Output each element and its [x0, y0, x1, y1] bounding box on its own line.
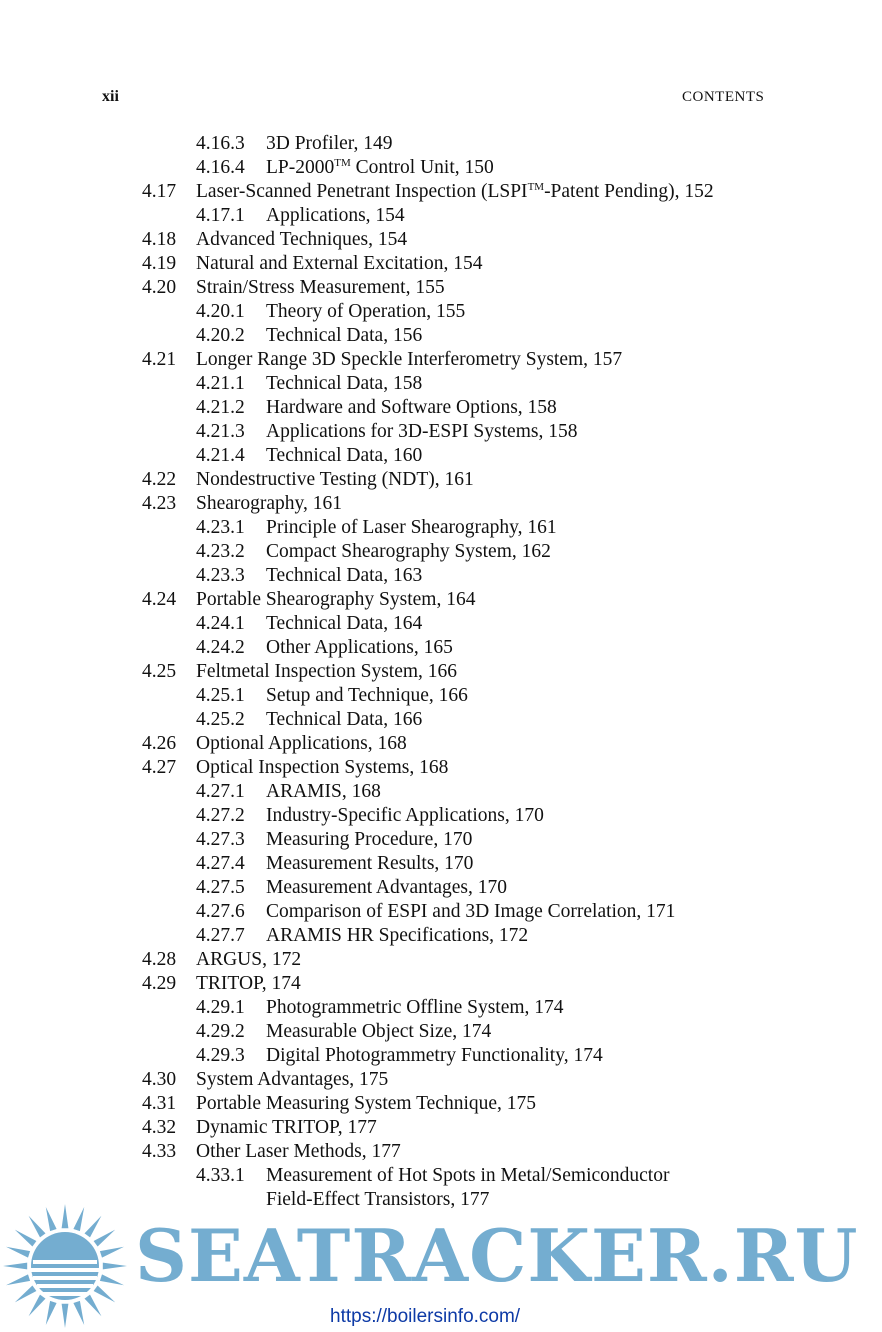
toc-entry-number: 4.23 — [142, 493, 177, 514]
toc-entry-number: 4.23.3 — [196, 565, 245, 586]
toc-entry-title: Comparison of ESPI and 3D Image Correlation, 171 — [266, 901, 676, 922]
sun-ray — [46, 1207, 57, 1231]
toc-entry-number: 4.26 — [142, 733, 177, 754]
watermark-url[interactable]: https://boilersinfo.com/ — [330, 1306, 521, 1327]
toc-entry — [0, 204, 882, 228]
toc-entry-number: 4.27.3 — [196, 829, 245, 850]
toc-entry-number: 4.16.3 — [196, 133, 245, 154]
toc-entry-number: 4.17.1 — [196, 205, 245, 226]
sun-logo-icon — [0, 1204, 130, 1328]
toc-entry — [0, 780, 882, 804]
toc-entry — [0, 1164, 882, 1188]
toc-entry-number: 4.32 — [142, 1117, 177, 1138]
running-head: CONTENTS — [682, 89, 765, 105]
toc-entry — [0, 1092, 882, 1116]
sun-ray — [6, 1247, 30, 1258]
toc-entry-title: Feltmetal Inspection System, 166 — [196, 661, 458, 682]
toc-entry-title: Measurable Object Size, 174 — [266, 1021, 492, 1042]
sun-ray — [46, 1301, 57, 1325]
toc-entry-number: 4.33 — [142, 1141, 177, 1162]
sun-ray — [62, 1204, 69, 1228]
toc-entry-title: Shearography, 161 — [196, 493, 343, 514]
toc-entry-title: Other Laser Methods, 177 — [196, 1141, 401, 1162]
toc-entry-number: 4.23.1 — [196, 517, 245, 538]
toc-entry-title: Field-Effect Transistors, 177 — [266, 1189, 490, 1210]
toc-entry — [0, 444, 882, 468]
toc-entry-title: Applications, 154 — [266, 205, 405, 226]
toc-entry-title: TRITOP, 174 — [196, 973, 301, 994]
toc-entry — [0, 828, 882, 852]
toc-entry-number: 4.29 — [142, 973, 177, 994]
watermark — [0, 1196, 882, 1332]
toc-entry-number: 4.27.5 — [196, 877, 245, 898]
toc-entry-number: 4.27.2 — [196, 805, 245, 826]
toc-entry-title: Technical Data, 164 — [266, 613, 423, 634]
toc-entry-title: System Advantages, 175 — [196, 1069, 389, 1090]
toc-entry-title: Technical Data, 163 — [266, 565, 423, 586]
toc-entry — [0, 300, 882, 324]
toc-entry-title: Applications for 3D-ESPI Systems, 158 — [266, 421, 578, 442]
toc-entry-number: 4.23.2 — [196, 541, 245, 562]
toc-entry-title: Industry-Specific Applications, 170 — [266, 805, 544, 826]
toc-entry — [0, 420, 882, 444]
toc-entry-number: 4.31 — [142, 1093, 177, 1114]
toc-entry-title: Advanced Techniques, 154 — [196, 229, 408, 250]
toc-entry — [0, 972, 882, 996]
toc-entry — [0, 132, 882, 156]
toc-entry-number: 4.27 — [142, 757, 177, 778]
toc-entry-title: ARGUS, 172 — [196, 949, 302, 970]
toc-entry-number: 4.25.2 — [196, 709, 245, 730]
toc-entry-title: Setup and Technique, 166 — [266, 685, 468, 706]
toc-entry — [0, 804, 882, 828]
toc-entry-title: Technical Data, 156 — [266, 325, 423, 346]
toc-entry — [0, 924, 882, 948]
toc-entry — [0, 228, 882, 252]
toc-entry-number: 4.24.1 — [196, 613, 245, 634]
toc-entry-title: Hardware and Software Options, 158 — [266, 397, 557, 418]
toc-entry-number: 4.25.1 — [196, 685, 245, 706]
sun-ray — [29, 1295, 46, 1317]
toc-entry-number: 4.27.4 — [196, 853, 245, 874]
sun-ray — [73, 1207, 84, 1231]
toc-entry — [0, 708, 882, 732]
toc-entry — [0, 156, 882, 180]
toc-entry-number: 4.20 — [142, 277, 177, 298]
toc-entry — [0, 492, 882, 516]
toc-entry-title: Optical Inspection Systems, 168 — [196, 757, 449, 778]
toc-entry — [0, 756, 882, 780]
toc-entry — [0, 468, 882, 492]
toc-entry-number: 4.27.1 — [196, 781, 245, 802]
toc-entry-number: 4.21.1 — [196, 373, 245, 394]
toc-title-part: LP-2000 — [266, 157, 335, 178]
toc-entry — [0, 996, 882, 1020]
toc-title-part: Laser-Scanned Penetrant Inspection (LSPI — [196, 181, 528, 202]
toc-entry-number: 4.28 — [142, 949, 177, 970]
toc-entry — [0, 900, 882, 924]
page-number: xii — [102, 88, 119, 105]
toc-entry — [0, 660, 882, 684]
toc-entry-number: 4.17 — [142, 181, 177, 202]
sun-ray — [15, 1230, 37, 1247]
toc-entry-title: 3D Profiler, 149 — [266, 133, 393, 154]
toc-entry-number: 4.18 — [142, 229, 177, 250]
toc-entry-title: Dynamic TRITOP, 177 — [196, 1117, 377, 1138]
toc-entry-number: 4.16.4 — [196, 157, 245, 178]
sun-ray — [29, 1216, 46, 1238]
toc-entry — [0, 1044, 882, 1068]
toc-entry-title: Digital Photogrammetry Functionality, 174 — [266, 1045, 603, 1066]
toc-entry — [0, 372, 882, 396]
toc-entry-number: 4.29.3 — [196, 1045, 245, 1066]
toc-entry — [0, 852, 882, 876]
toc-entry-title — [196, 180, 714, 204]
toc-entry — [0, 348, 882, 372]
sun-ray — [15, 1286, 37, 1303]
toc-entry-number: 4.20.1 — [196, 301, 245, 322]
toc-entry-title: Optional Applications, 168 — [196, 733, 407, 754]
toc-entry — [0, 876, 882, 900]
toc-entry-title: Longer Range 3D Speckle Interferometry System, 157 — [196, 349, 623, 370]
sun-ray — [73, 1301, 84, 1325]
toc-entry-number: 4.27.7 — [196, 925, 245, 946]
toc-entry-title: Measurement of Hot Spots in Metal/Semiconductor — [266, 1165, 670, 1186]
toc-entry-title: Measuring Procedure, 170 — [266, 829, 473, 850]
sun-ray — [6, 1274, 30, 1285]
toc-title-part: -Patent Pending), 152 — [544, 181, 714, 202]
toc-entry-number: 4.24.2 — [196, 637, 245, 658]
toc-entry-number: 4.21.4 — [196, 445, 245, 466]
toc-entry — [0, 324, 882, 348]
toc-entry-title: Strain/Stress Measurement, 155 — [196, 277, 445, 298]
sun-ray — [94, 1230, 116, 1247]
toc-entry-number: 4.25 — [142, 661, 177, 682]
toc-entry-title: Technical Data, 166 — [266, 709, 423, 730]
toc-entry — [0, 612, 882, 636]
toc-entry-number: 4.21.2 — [196, 397, 245, 418]
toc-entry-title: Measurement Results, 170 — [266, 853, 474, 874]
toc-entry — [0, 1020, 882, 1044]
toc-entry-title: Principle of Laser Shearography, 161 — [266, 517, 557, 538]
sun-ray — [100, 1247, 124, 1258]
toc-entry — [0, 516, 882, 540]
toc-entry-title: Theory of Operation, 155 — [266, 301, 466, 322]
toc-entry — [0, 1116, 882, 1140]
toc-entry-title: ARAMIS, 168 — [266, 781, 381, 802]
toc-entry — [0, 636, 882, 660]
trademark-superscript: TM — [527, 181, 545, 193]
toc-entry — [0, 1068, 882, 1092]
sun-ray — [62, 1304, 69, 1328]
sun-ray — [100, 1274, 124, 1285]
toc-entry-title: Measurement Advantages, 170 — [266, 877, 507, 898]
toc-entry-number: 4.21.3 — [196, 421, 245, 442]
toc-entry-title: Technical Data, 160 — [266, 445, 423, 466]
toc-entry — [0, 252, 882, 276]
toc-entry-title: Natural and External Excitation, 154 — [196, 253, 483, 274]
sun-ray — [94, 1286, 116, 1303]
toc-entry-number: 4.24 — [142, 589, 177, 610]
toc-entry-title: ARAMIS HR Specifications, 172 — [266, 925, 529, 946]
toc-entry-number: 4.30 — [142, 1069, 177, 1090]
sun-ray — [85, 1295, 102, 1317]
toc-entry-title: Compact Shearography System, 162 — [266, 541, 551, 562]
toc-entry-number: 4.29.2 — [196, 1021, 245, 1042]
toc-entry — [0, 1140, 882, 1164]
toc-entry — [0, 588, 882, 612]
toc-entry — [0, 948, 882, 972]
toc-entry-title: Portable Measuring System Technique, 175 — [196, 1093, 537, 1114]
toc-entry-title: Other Applications, 165 — [266, 637, 453, 658]
toc-entry-number: 4.19 — [142, 253, 177, 274]
toc-entry-title: Technical Data, 158 — [266, 373, 423, 394]
table-of-contents — [0, 132, 882, 1212]
toc-entry — [0, 732, 882, 756]
toc-entry — [0, 540, 882, 564]
toc-title-part: Control Unit, 150 — [350, 157, 494, 178]
toc-entry-number: 4.27.6 — [196, 901, 245, 922]
toc-entry-number: 4.29.1 — [196, 997, 245, 1018]
toc-entry — [0, 180, 882, 204]
toc-entry — [0, 564, 882, 588]
toc-entry — [0, 276, 882, 300]
toc-entry-number: 4.33.1 — [196, 1165, 245, 1186]
toc-entry — [0, 396, 882, 420]
toc-entry-title: Portable Shearography System, 164 — [196, 589, 476, 610]
toc-entry-title: Nondestructive Testing (NDT), 161 — [196, 469, 474, 490]
sun-ray — [103, 1263, 127, 1270]
toc-entry-number: 4.22 — [142, 469, 177, 490]
toc-entry-number: 4.20.2 — [196, 325, 245, 346]
toc-entry-title — [266, 156, 494, 180]
toc-entry-title: Photogrammetric Offline System, 174 — [266, 997, 564, 1018]
toc-entry-number: 4.21 — [142, 349, 177, 370]
sun-ray — [3, 1263, 27, 1270]
toc-entry — [0, 684, 882, 708]
sun-ray — [85, 1216, 102, 1238]
trademark-superscript: TM — [334, 157, 351, 169]
watermark-text: SEATRACKER.RU — [135, 1213, 859, 1298]
